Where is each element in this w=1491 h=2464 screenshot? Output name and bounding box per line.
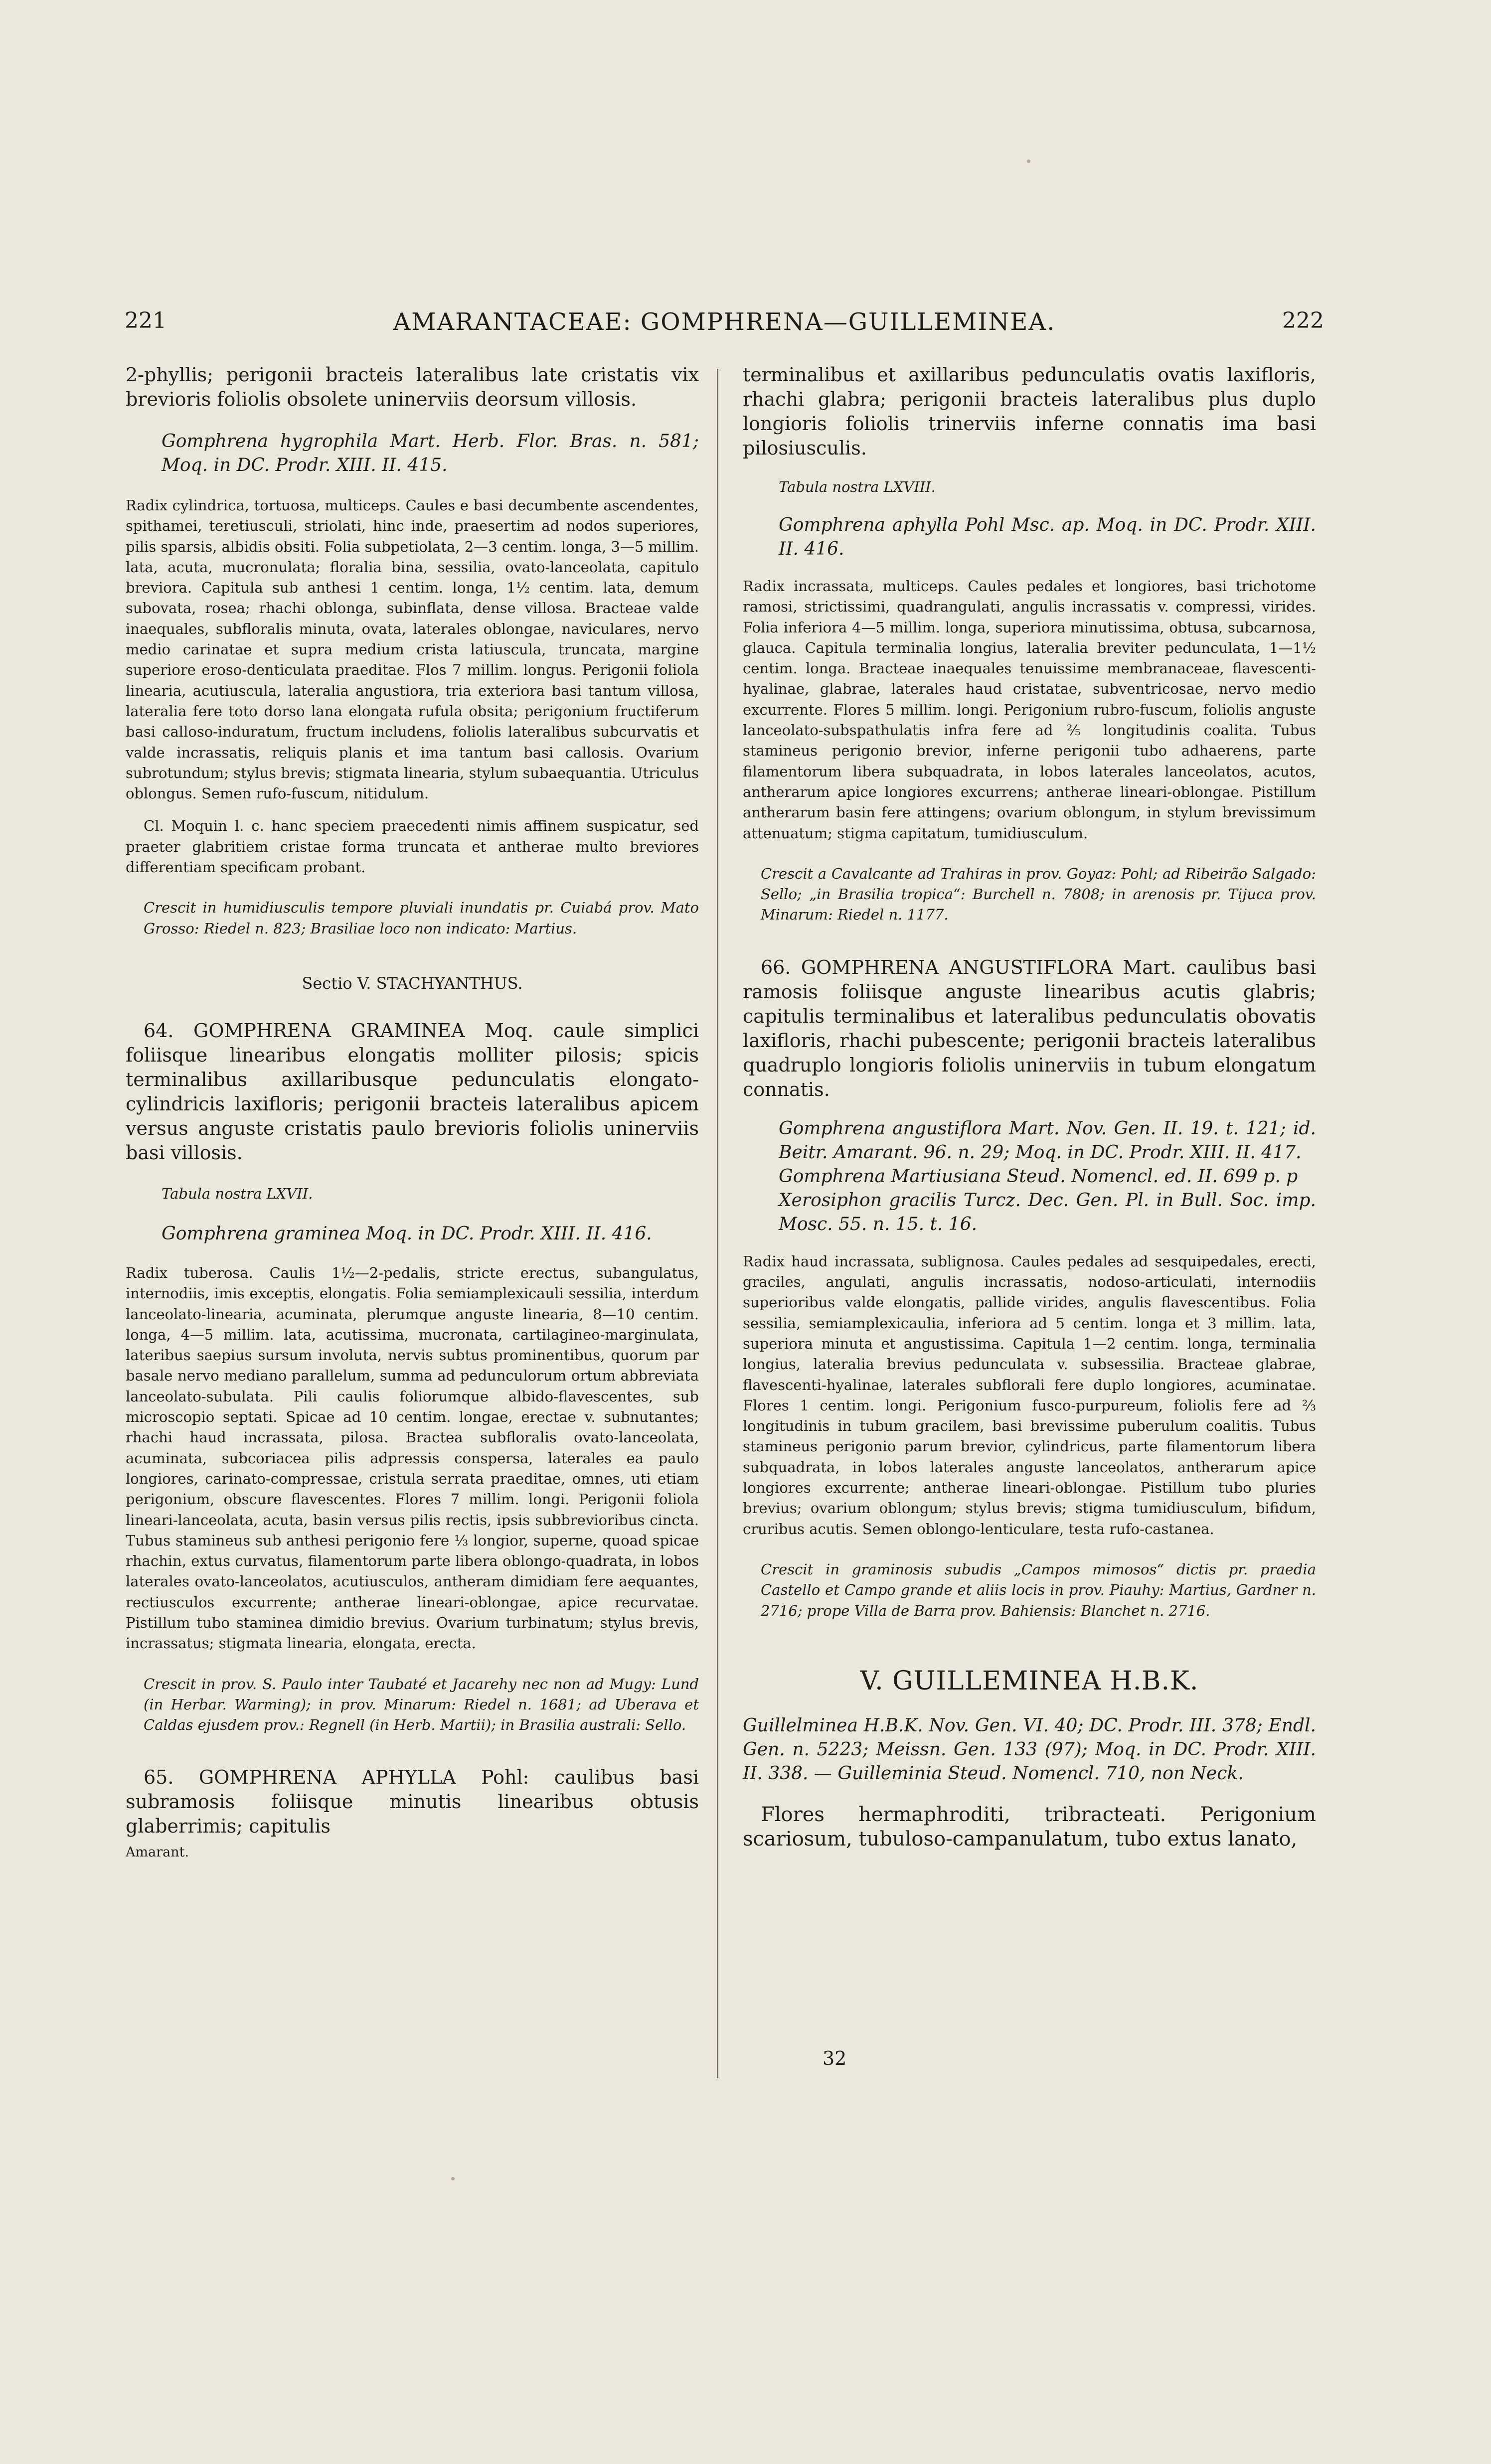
species-diagnosis-65: 65. GOMPHRENA APHYLLA Pohl: caulibus basi subramosis foliisque minutis linearibus obtusis glaberrimis; capitulis <box>126 1766 699 1838</box>
running-header <box>125 308 1324 343</box>
page-number-right: 222 <box>1282 308 1324 333</box>
paper-speck <box>451 2177 455 2180</box>
genus-description: Flores hermaphroditi, tribracteati. Perigonium scariosum, tubuloso-campanulatum, tubo extus lanato, <box>743 1803 1316 1850</box>
locality-note: Crescit in graminosis subudis „Campos mimosos“ dictis pr. praedia Castello et Campo grande et aliis locis in prov. Piauhy: Martius, Gardner n. 2716; prope Villa de Barra prov. Bahiensis: Blanchet n. 2716. <box>761 1560 1316 1619</box>
genus-heading: V. GUILLEMINEA H.B.K. <box>860 1666 1199 1696</box>
left-column <box>126 363 699 1860</box>
locality-note: Crescit in prov. S. Paulo inter Taubaté et Jacarehy nec non ad Mugy: Lund (in Herbar. Warming); in prov. Minarum: Riedel n. 1681; ad Uberava et Caldas ejusdem prov.: Regnell (in Herb. Martii); in Brasilia australi: Sello. <box>144 1675 699 1734</box>
species-diagnosis-64: 64. GOMPHRENA GRAMINEA Moq. caule simplici foliisque linearibus elongatis molliter pilosis; spicis terminalibus axillaribusque pedunculatis elongato-cylindricis laxifloris; perigonii bracteis lateralibus apicem versus anguste cristatis paulo brevioris foliolis uninerviis basi villosis. <box>126 1019 699 1164</box>
paper-speck <box>1027 159 1030 163</box>
page-number-left: 221 <box>125 308 166 333</box>
description: Radix cylindrica, tortuosa, multiceps. Caules e basi decumbente ascendentes, spithamei, teretiusculi, striolati, hinc inde, praesertim ad nodos superiores, pilis sparsis, albidis obsiti. Folia subpetiolata, 2—3 centim. longa, 3—5 millim. lata, acuta, mucronulata; floralia bina, sessilia, ovato-lanceolata, capitulo breviora. Capitula sub anthesi 1 centim. longa, 1½ centim. lata, demum subovata, rosea; rhachi oblonga, subinflata, dense villosa. Bracteae valde inaequales, subfloralis minuta, ovata, laterales oblongae, naviculares, nervo medio carinatae et supra medium crista latiuscula, truncata, margine superiore eroso-denticulata praeditae. Flos 7 millim. longus. Perigonii foliola linearia, acutiuscula, lateralia angustiora, tria exteriora basi tantum villosa, lateralia fere toto dorso lana elongata rufula obsita; perigonium fructiferum basi calloso-induratum, fructum includens, foliolis lateralibus subcurvatis et valde incrassatis, reliquis planis et ima tantum basi callosis. Ovarium subrotundum; stylus brevis; stigmata linearia, stylum subaequantia. Utriculus oblongus. Semen rufo-fuscum, nitidulum. <box>126 497 699 802</box>
locality-note: Crescit in humidiusculis tempore pluviali inundatis pr. Cuiabá prov. Mato Grosso: Riedel n. 823; Brasiliae loco non indicato: Martius. <box>144 899 699 937</box>
genus-citation: Guillelminea H.B.K. Nov. Gen. VI. 40; DC. Prodr. III. 378; Endl. Gen. n. 5223; Meissn. Gen. 133 (97); Moq. in DC. Prodr. XIII. II. 338. — Guilleminia Steud. Nomencl. 710, non Neck. <box>743 1715 1316 1784</box>
column-divider <box>717 369 718 2078</box>
description: Radix incrassata, multiceps. Caules pedales et longiores, basi trichotome ramosi, strictissimi, quadrangulati, angulis incrassatis v. compressi, virides. Folia inferiora 4—5 millim. longa, superiora minutissima, obtusa, subcarnosa, glauca. Capitula terminalia longius, lateralia breviter pedunculata, 1—1½ centim. longa. Bracteae inaequales tenuissime membranaceae, flavescenti-hyalinae, glabrae, laterales haud cristatae, subventricosae, nervo medio excurrente. Flores 5 millim. longi. Perigonium rubro-fuscum, foliolis anguste lanceolato-subspathulatis infra fere ad ⅖ longitudinis coalita. Tubus stamineus perigonio brevior, inferne perigonii tubo adhaerens, parte filamentorum libera subquadrata, in lobos laterales lanceolatos, acutos, antherarum apice longiores excurrens; antherae lineari-oblongae. Pistillum antherarum basin fere attingens; ovarium oblongum, in stylum brevissimum attenuatum; stigma capitatum, tumidiusculum. <box>743 578 1316 842</box>
citation: Gomphrena Martiusiana Steud. Nomencl. ed. II. 699 p. p <box>779 1166 1298 1187</box>
species-diagnosis-66: 66. GOMPHRENA ANGUSTIFLORA Mart. caulibus basi ramosis foliisque anguste linearibus acutis glabris; capitulis terminalibus et lateralibus pedunculatis obovatis laxifloris, rhachi pubescente; perigonii bracteis lateralibus quadruplo longioris foliolis uninerviis in tubum elongatum connatis. <box>743 956 1316 1100</box>
signature-mark: Amarant. <box>126 1845 189 1860</box>
citation: Gomphrena graminea Moq. in DC. Prodr. XIII. II. 416. <box>162 1223 652 1244</box>
description: Radix haud incrassata, sublignosa. Caules pedales ad sesquipedales, erecti, graciles, angulati, angulis incrassatis, nodoso-articulati, internodiis superioribus valde elongatis, pallide virides, angulis flavescentibus. Folia sessilia, semiamplexicaulia, inferiora ad 5 centim. longa et 3 millim. lata, superiora minuta et angustissima. Capitula 1—2 centim. longa, terminalia longius, lateralia brevius pedunculata v. subsessilia. Bracteae glabrae, flavescenti-hyalinae, laterales subflorali fere duplo longiores, acuminatae. Flores 1 centim. longi. Perigonium fusco-purpureum, foliolis fere ad ⅔ longitudinis in tubum gracilem, basi brevissime puberulum coalitis. Tubus stamineus perigonio parum brevior, cylindricus, parte filamentorum libera subquadrata, in lobos laterales anguste lanceolatos, antherarum apice longiores excurrente; antherae lineari-oblongae. Pistillum tubo pluries brevius; ovarium oblongum; stylus brevis; stigma tumidiusculum, bifidum, cruribus acutis. Semen oblongo-lenticulare, testa rufo-castanea. <box>743 1252 1316 1538</box>
citation: Gomphrena hygrophila Mart. Herb. Flor. Bras. n. 581; Moq. in DC. Prodr. XIII. II. 415. <box>162 431 699 475</box>
citation: Gomphrena aphylla Pohl Msc. ap. Moq. in DC. Prodr. XIII. II. 416. <box>779 515 1316 559</box>
right-column <box>743 363 1316 1851</box>
remark: Cl. Moquin l. c. hanc speciem praecedenti nimis affinem suspicatur, sed praeter glabritiem cristae forma truncata et antherae multo breviores differentiam specificam probant. <box>126 817 699 876</box>
footer-page-number: 32 <box>823 2047 847 2069</box>
running-title: AMARANTACEAE: GOMPHRENA—GUILLEMINEA. <box>393 308 1056 336</box>
plate-reference: Tabula nostra LXVIII. <box>779 478 936 495</box>
paragraph: terminalibus et axillaribus pedunculatis ovatis laxifloris, rhachi glabra; perigonii bracteis lateralibus plus duplo longioris foliolis trinerviis inferne connatis ima basi pilosiusculis. <box>743 364 1316 459</box>
citation: Gomphrena angustiflora Mart. Nov. Gen. II. 19. t. 121; id. Beitr. Amarant. 96. n. 29; Moq. in DC. Prodr. XIII. II. 417. <box>779 1118 1316 1163</box>
section-heading: Sectio V. STACHYANTHUS. <box>302 973 523 993</box>
locality-note: Crescit a Cavalcante ad Trahiras in prov. Goyaz: Pohl; ad Ribeirão Salgado: Sello; „in Brasilia tropica“: Burchell n. 7808; in arenosis pr. Tijuca prov. Minarum: Riedel n. 1177. <box>761 865 1316 924</box>
description: Radix tuberosa. Caulis 1½—2-pedalis, stricte erectus, subangulatus, internodiis, imis exceptis, elongatis. Folia semiamplexicauli sessilia, interdum lanceolato-linearia, acuminata, plerumque anguste linearia, 8—10 centim. longa, 4—5 millim. lata, acutissima, mucronata, cartilagineo-marginulata, lateribus saepius sursum involuta, nervis subtus prominentibus, quorum par basale nervo mediano parallelum, summa ad pedunculorum ortum abbreviata lanceolato-subulata. Pili caulis foliorumque albido-flavescentes, sub microscopio septati. Spicae ad 10 centim. longae, erectae v. subnutantes; rhachi haud incrassata, pilosa. Bractea subfloralis ovato-lanceolata, acuminata, subcoriacea pilis adpressis conspersa, laterales ea paulo longiores, carinato-compressae, cristula serrata praeditae, omnes, uti etiam perigonium, obscure flavescentes. Flores 7 millim. longi. Perigonii foliola lineari-lanceolata, acuta, basin versus pilis rectis, ipsis subbrevioribus cincta. Tubus stamineus sub anthesi perigonio fere ⅓ longior, superne, quoad spicae rhachin, extus curvatus, filamentorum parte libera oblongo-quadrata, in lobos laterales ovato-lanceolatos, acutiusculos, antheram dimidiam fere aequantes, rectiusculos excurrente; antherae lineari-oblongae, apice recurvatae. Pistillum tubo staminea dimidio brevius. Ovarium turbinatum; stylus brevis, incrassatus; stigmata linearia, elongata, erecta. <box>126 1264 699 1652</box>
plate-reference: Tabula nostra LXVII. <box>162 1185 313 1202</box>
paragraph: 2-phyllis; perigonii bracteis lateralibus late cristatis vix brevioris foliolis obsolete uninerviis deorsum villosis. <box>126 364 699 410</box>
citation: Xerosiphon gracilis Turcz. Dec. Gen. Pl. in Bull. Soc. imp. Mosc. 55. n. 15. t. 16. <box>779 1190 1316 1234</box>
